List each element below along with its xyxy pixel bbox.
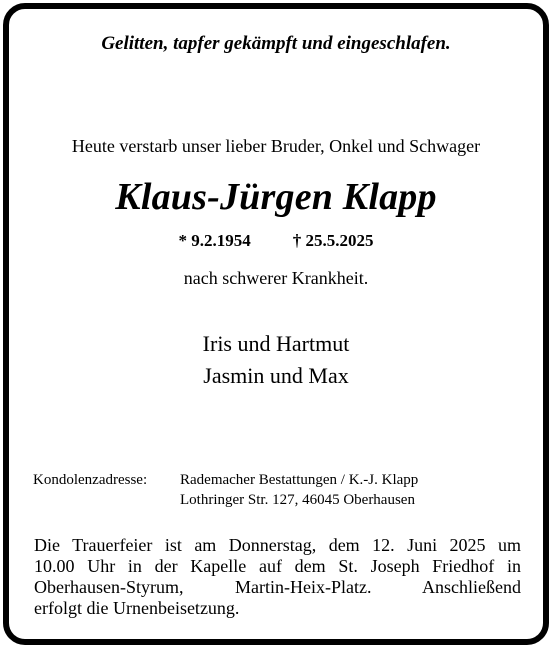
service-line: Die Trauerfeier ist am Donnerstag, dem 12. Juni 2025 um <box>34 535 521 555</box>
birth-date: * 9.2.1954 <box>178 231 251 250</box>
death-date: † 25.5.2025 <box>292 231 374 250</box>
mourner-line: Iris und Hartmut <box>202 331 350 356</box>
life-dates <box>9 231 543 251</box>
deceased-name: Klaus-Jürgen Klapp <box>115 176 437 218</box>
announcement-line: Heute verstarb unser lieber Bruder, Onkel und Schwager <box>71 136 481 156</box>
address-line: Rademacher Bestattungen / K.-J. Klapp <box>180 472 419 488</box>
condolence-address-lines <box>180 470 418 510</box>
service-line: erfolgt die Urnenbeisetzung. <box>34 598 240 618</box>
address-line: Lothringer Str. 127, 46045 Oberhausen <box>180 492 415 508</box>
funeral-service-paragraph <box>34 535 521 619</box>
mourner-line: Jasmin und Max <box>203 363 349 388</box>
service-line: 10.00 Uhr in der Kapelle auf dem St. Joseph Friedhof in <box>34 556 521 576</box>
service-line: Oberhausen-Styrum, Martin-Heix-Platz. Anschließend <box>34 577 521 597</box>
condolence-address <box>33 470 418 510</box>
condolence-label: Kondolenzadresse: <box>33 472 148 488</box>
cause-line: nach schwerer Krankheit. <box>183 268 369 288</box>
mourners-list <box>9 328 543 392</box>
motto-line: Gelitten, tapfer gekämpft und eingeschlafen. <box>101 33 451 54</box>
obituary-notice <box>3 3 549 645</box>
